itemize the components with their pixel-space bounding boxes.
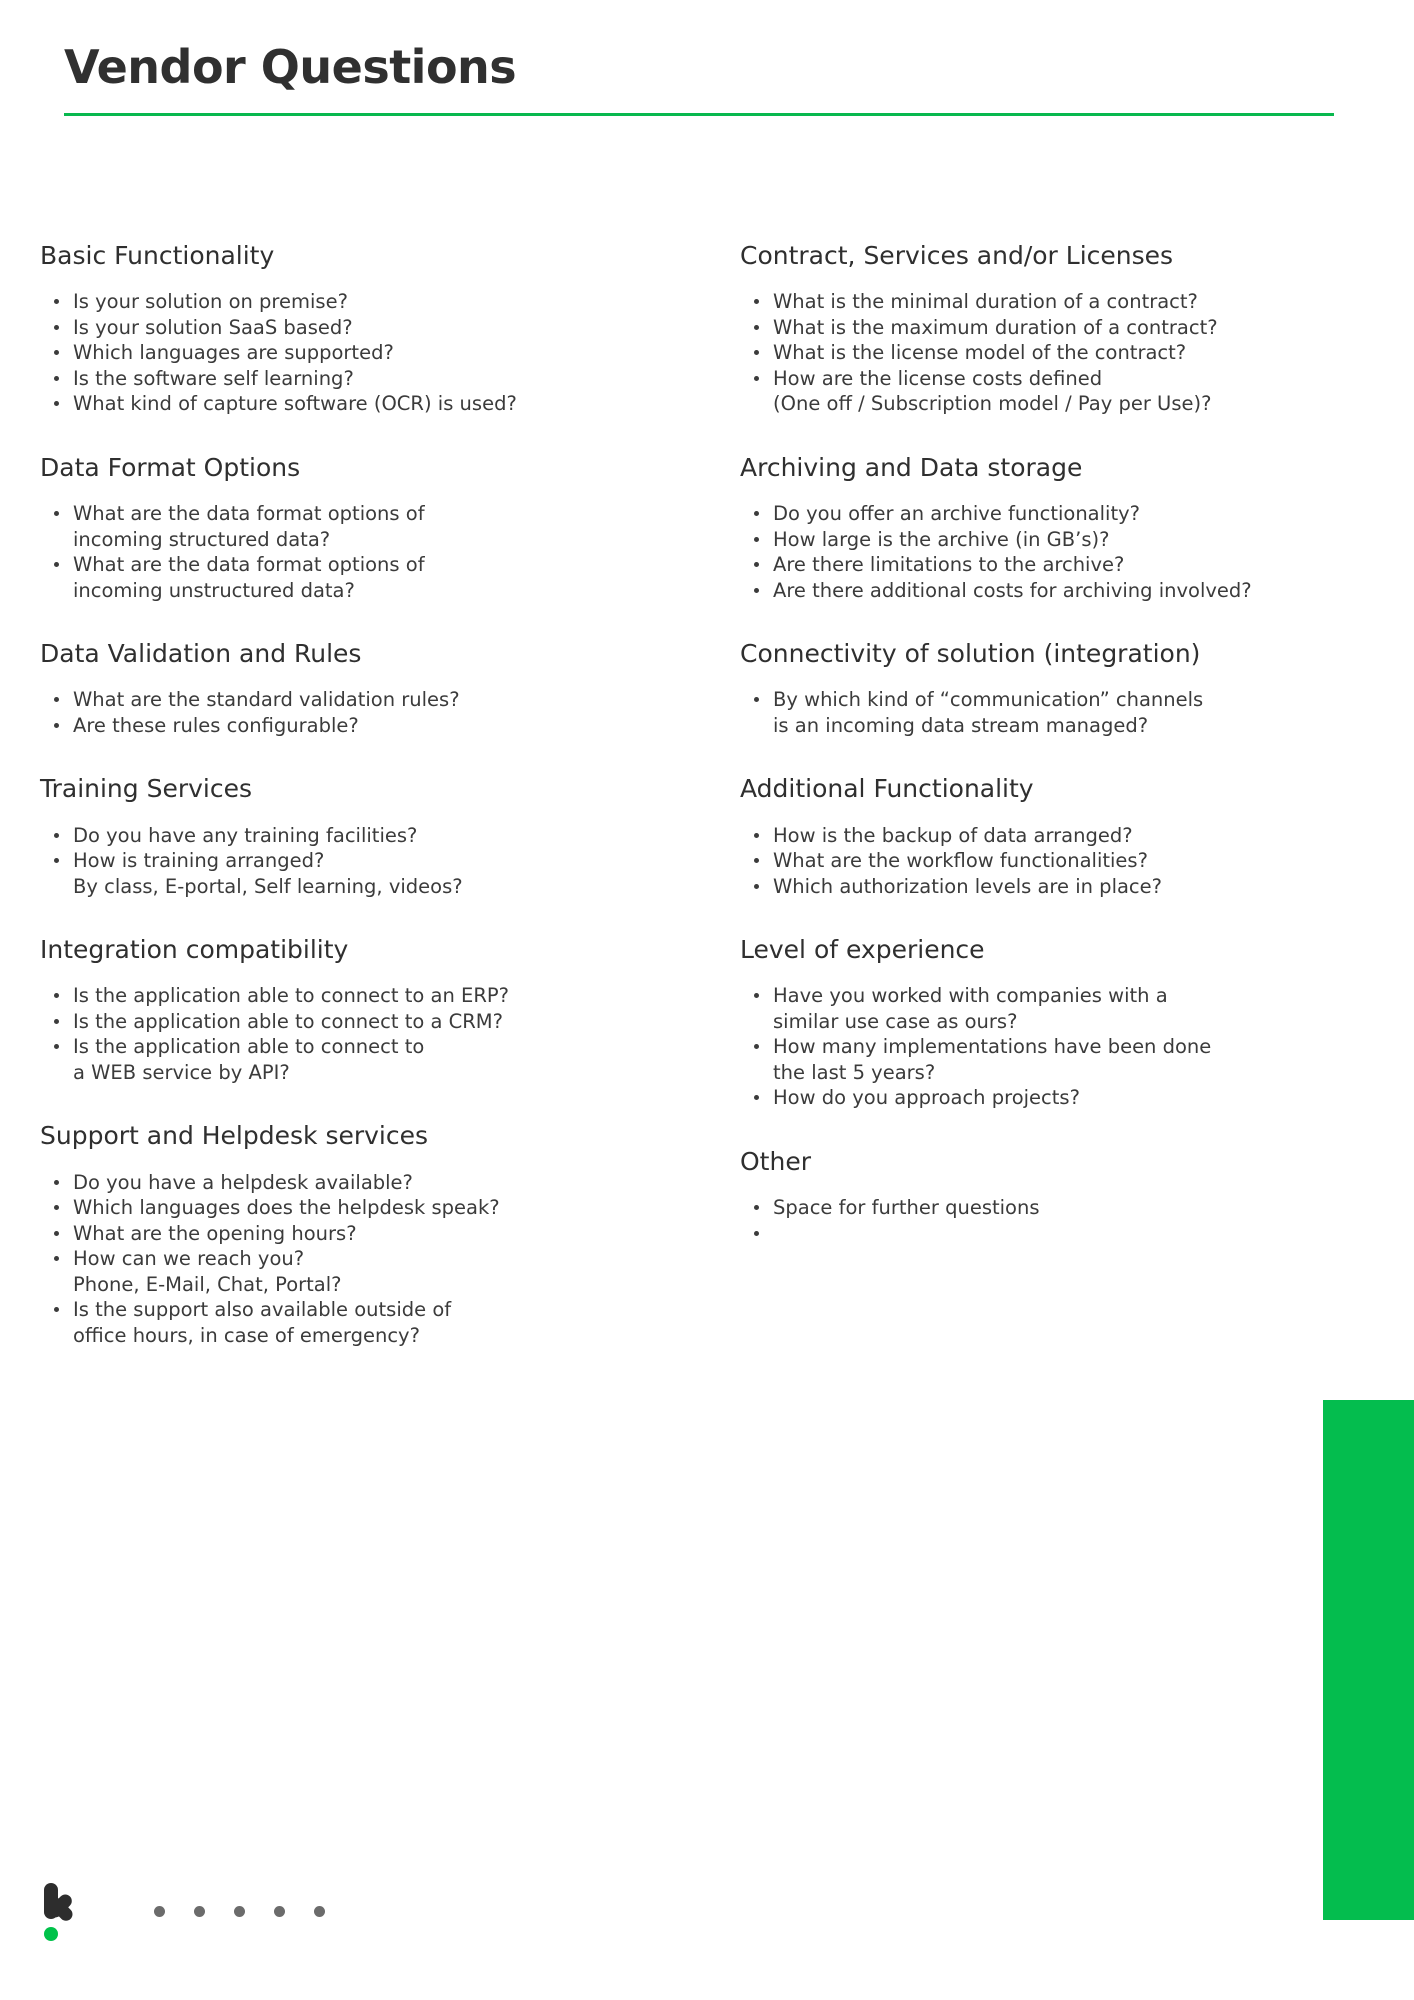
section-heading: Data Validation and Rules (40, 639, 362, 668)
section-heading: Data Format Options (40, 452, 301, 482)
question-text: How can we reach you? (73, 1247, 305, 1270)
question-section (740, 638, 1295, 738)
question-text-continuation: By class, E-portal, Self learning, videos? (73, 874, 463, 898)
question-item (740, 552, 1295, 578)
question-item (740, 340, 1295, 366)
question-text: Is the software self learning? (73, 366, 354, 390)
question-text: How is the backup of data arranged? (773, 823, 1133, 847)
logo-dot (44, 1927, 58, 1941)
question-text: What is the license model of the contract? (773, 341, 1187, 365)
question-text: By which kind of “communication” channels (773, 688, 1204, 712)
question-item (40, 552, 595, 603)
right-column (740, 240, 1295, 1348)
title-block (64, 42, 1334, 116)
question-item (740, 501, 1295, 527)
question-section (740, 452, 1295, 603)
question-text: How large is the archive (in GB’s)? (773, 527, 1110, 551)
section-heading: Training Services (40, 774, 253, 804)
question-text: Do you have a helpdesk available? (73, 1170, 413, 1194)
question-text: How is training arranged? (73, 849, 325, 872)
question-item (740, 366, 1295, 417)
question-text: What are the data format options of (73, 502, 425, 525)
section-heading: Basic Functionality (40, 241, 275, 270)
question-item (40, 289, 595, 315)
section-heading: Connectivity of solution (integration) (740, 639, 1201, 668)
question-section (740, 1146, 1295, 1221)
question-text: Have you worked with companies with a (773, 984, 1168, 1008)
question-text: Is the application able to connect to an ERP? (73, 984, 509, 1008)
question-text: Are these rules configurable? (73, 713, 359, 737)
question-item (40, 1195, 595, 1221)
question-text: How do you approach projects? (773, 1086, 1080, 1110)
page-indicator-dot (314, 1906, 325, 1917)
question-text-continuation: incoming structured data? (73, 527, 331, 551)
question-item (40, 687, 595, 713)
title-underline (64, 113, 1334, 116)
question-text-continuation: Phone, E-Mail, Chat, Portal? (73, 1272, 342, 1296)
section-heading: Support and Helpdesk services (40, 1121, 429, 1151)
question-text-continuation: is an incoming data stream managed? (773, 713, 1149, 737)
section-heading: Archiving and Data storage (740, 452, 1083, 482)
question-item (40, 366, 595, 392)
page-indicator-dot (234, 1906, 245, 1917)
question-text-continuation: incoming unstructured data? (73, 578, 355, 602)
question-text: What are the standard validation rules? (73, 688, 460, 712)
question-item (40, 1246, 595, 1297)
question-text: Are there limitations to the archive? (773, 553, 1125, 576)
page-indicator-dots (154, 1906, 325, 1917)
question-item (740, 315, 1295, 341)
question-section (740, 240, 1295, 417)
question-section (40, 240, 595, 417)
question-item (40, 1170, 595, 1196)
question-section (40, 773, 595, 899)
question-item (40, 315, 595, 341)
section-heading: Additional Functionality (740, 774, 1034, 804)
question-item (740, 289, 1295, 315)
k-logo-icon (40, 1880, 96, 1942)
question-item (40, 713, 595, 739)
section-heading: Contract, Services and/or Licenses (740, 241, 1174, 270)
question-list (40, 823, 595, 900)
left-column (40, 240, 595, 1348)
footer (40, 1880, 325, 1942)
question-text-continuation: a WEB service by API? (73, 1060, 290, 1084)
question-section (740, 934, 1295, 1111)
question-text: What are the opening hours? (73, 1221, 357, 1245)
question-item (40, 1034, 595, 1085)
question-section (40, 934, 595, 1085)
page-indicator-dot (194, 1906, 205, 1917)
logo-chevron (58, 1895, 88, 1925)
section-heading: Integration compatibility (40, 935, 349, 964)
question-text: How many implementations have been done (773, 1035, 1212, 1059)
question-item (740, 823, 1295, 849)
question-text-continuation: the last 5 years? (773, 1060, 936, 1084)
question-list (40, 983, 595, 1085)
question-section (40, 638, 595, 738)
question-text: What are the workflow functionalities? (773, 849, 1148, 872)
question-item (740, 687, 1295, 738)
question-text: Is your solution SaaS based? (73, 315, 353, 339)
page-indicator-dot (274, 1906, 285, 1917)
question-item (740, 527, 1295, 553)
question-list (740, 1195, 1295, 1221)
question-item (40, 1221, 595, 1247)
question-text: Do you have any training facilities? (73, 823, 418, 847)
question-text-continuation: office hours, in case of emergency? (73, 1323, 420, 1347)
question-item (40, 501, 595, 552)
question-item (40, 391, 595, 417)
question-text: Is your solution on premise? (73, 290, 348, 314)
question-list (40, 501, 595, 603)
question-text: Which languages does the helpdesk speak? (73, 1196, 500, 1219)
question-text: Space for further questions (773, 1196, 1040, 1219)
question-text: Is the support also available outside of (73, 1298, 452, 1321)
question-text: Is the application able to connect to (73, 1035, 425, 1059)
question-item (40, 848, 595, 899)
question-item (40, 1297, 595, 1348)
green-accent-block (1323, 1400, 1414, 1920)
question-item (40, 983, 595, 1009)
question-list (740, 687, 1295, 738)
question-section (740, 773, 1295, 899)
question-list (40, 1170, 595, 1349)
section-heading: Level of experience (740, 935, 985, 964)
question-text: Are there additional costs for archiving involved? (773, 578, 1252, 602)
question-item (740, 874, 1295, 900)
page-indicator-dot (154, 1906, 165, 1917)
page-title: Vendor Questions (64, 40, 517, 94)
question-list (740, 501, 1295, 603)
question-item (740, 848, 1295, 874)
question-text: How are the license costs defined (773, 366, 1103, 390)
question-text: Which authorization levels are in place? (773, 874, 1163, 898)
question-item (740, 578, 1295, 604)
question-item (740, 1034, 1295, 1085)
question-text: Is the application able to connect to a CRM? (73, 1009, 503, 1033)
question-text: What are the data format options of (73, 553, 425, 576)
question-item (740, 1195, 1295, 1221)
question-list (740, 983, 1295, 1111)
question-list (40, 289, 595, 417)
content-columns (40, 240, 1380, 1348)
question-section (40, 452, 595, 603)
question-text: What is the maximum duration of a contract? (773, 315, 1218, 339)
question-item (40, 823, 595, 849)
question-list (740, 823, 1295, 900)
section-heading: Other (740, 1146, 811, 1176)
question-item (740, 1085, 1295, 1111)
question-text: What is the minimal duration of a contract? (773, 290, 1198, 314)
question-item (40, 1009, 595, 1035)
question-list (740, 289, 1295, 417)
question-text: Which languages are supported? (73, 341, 394, 365)
question-item (40, 340, 595, 366)
question-section (40, 1120, 595, 1348)
question-text: What kind of capture software (OCR) is used? (73, 392, 517, 416)
question-text: Do you offer an archive functionality? (773, 502, 1141, 525)
question-text-continuation: (One off / Subscription model / Pay per Use)? (773, 392, 1212, 416)
question-item (740, 983, 1295, 1034)
question-list (40, 687, 595, 738)
question-text-continuation: similar use case as ours? (773, 1009, 1018, 1033)
